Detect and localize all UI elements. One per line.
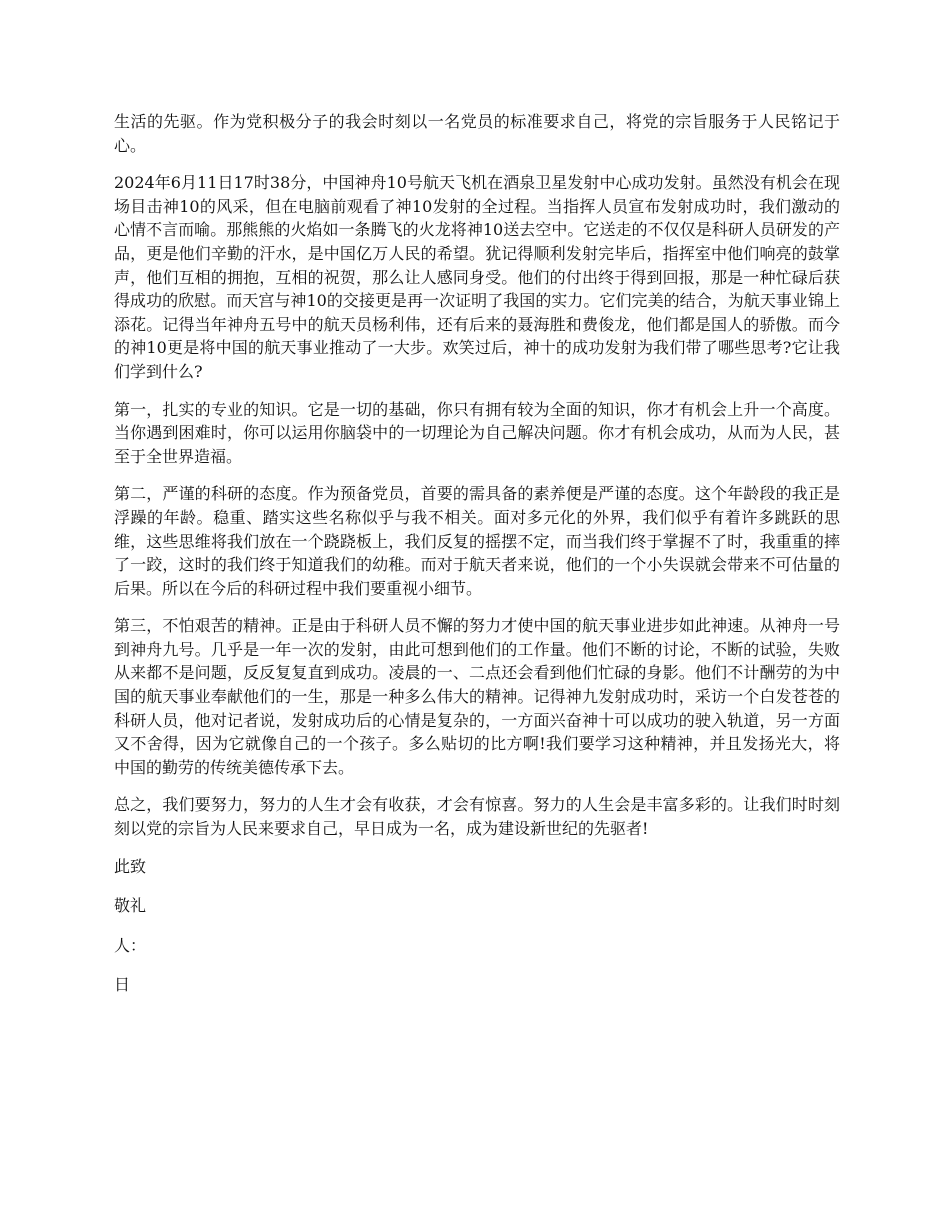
paragraph-conclusion: 总之，我们要努力，努力的人生才会有收获，才会有惊喜。努力的人生会是丰富多彩的。让我们时时刻刻以党的宗旨为人民来要求自己，早日成为一名，成为建设新世纪的先驱者! (114, 795, 840, 839)
closing-salutation: 此致 (114, 856, 147, 876)
paragraph-launch: 2024年6月11日17时38分，中国神舟10号航天飞机在酒泉卫星发射中心成功发射。虽然没有机会在现场目击神10的风采，但在电脑前观看了神10发射的全过程。当指挥人员宣布发射成功时，我们激动的心情不言而喻。那熊熊的火焰如一条腾飞的火龙将神10送去空中。它送走的不仅仅是科研人员研发的产品，更是他们辛勤的汗水，是中国亿万人民的希望。犹记得顺利发射完毕后，指挥室中他们响亮的鼓掌声，他们互相的拥抱，互相的祝贺，那么让人感同身受。他们的付出终于得到回报，那是一种忙碌后获得成功的欣慰。而天宫与神10的交接更是再一次证明了我国的实力。它们完美的结合，为航天事业锦上添花。记得当年神舟五号中的航天员杨利伟，还有后来的聂海胜和费俊龙，他们都是国人的骄傲。而今的神10更是将中国的航天事业推动了一大步。欢笑过后，神十的成功发射为我们带了哪些思考?它让我们学到什么? (114, 173, 840, 381)
signature-date: 日 (114, 975, 131, 995)
closing-regards: 敬礼 (114, 896, 147, 916)
paragraph-third-point: 第三，不怕艰苦的精神。正是由于科研人员不懈的努力才使中国的航天事业进步如此神速。从神舟一号到神舟九号。几乎是一年一次的发射，由此可想到他们的工作量。他们不断的讨论，不断的试验，失败从来都不是问题，反反复复直到成功。凌晨的一、二点还会看到他们忙碌的身影。他们不计酬劳的为中国的航天事业奉献他们的一生，那是一种多么伟大的精神。记得神九发射成功时，采访一个白发苍苍的科研人员，他对记者说，发射成功后的心情是复杂的，一方面兴奋神十可以成功的驶入轨道，另一方面又不舍得，因为它就像自己的一个孩子。多么贴切的比方啊!我们要学习这种精神，并且发扬光大，将中国的勤劳的传统美德传承下去。 (114, 616, 840, 777)
paragraph-intro: 生活的先驱。作为党积极分子的我会时刻以一名党员的标准要求自己，将党的宗旨服务于人民铭记于心。 (114, 112, 840, 155)
paragraph-second-point: 第二，严谨的科研的态度。作为预备党员，首要的需具备的素养便是严谨的态度。这个年龄段的我正是浮躁的年龄。稳重、踏实这些名称似乎与我不相关。面对多元化的外界，我们似乎有着许多跳跃的思维，这些思维将我们放在一个跷跷板上，我们反复的摇摆不定，而当我们终于掌握不了时，我重重的摔了一跤，这时的我们终于知道我们的幼稚。而对于航天者来说，他们的一个小失误就会带来不可估量的后果。所以在今后的科研过程中我们要重视小细节。 (114, 484, 840, 598)
document-page (114, 110, 840, 1013)
signature-person: 人： (114, 935, 147, 955)
paragraph-first-point: 第一，扎实的专业的知识。它是一切的基础，你只有拥有较为全面的知识，你才有机会上升一个高度。当你遇到困难时，你可以运用你脑袋中的一切理论为自己解决问题。你才有机会成功，从而为人民，甚至于全世界造福。 (114, 399, 840, 466)
